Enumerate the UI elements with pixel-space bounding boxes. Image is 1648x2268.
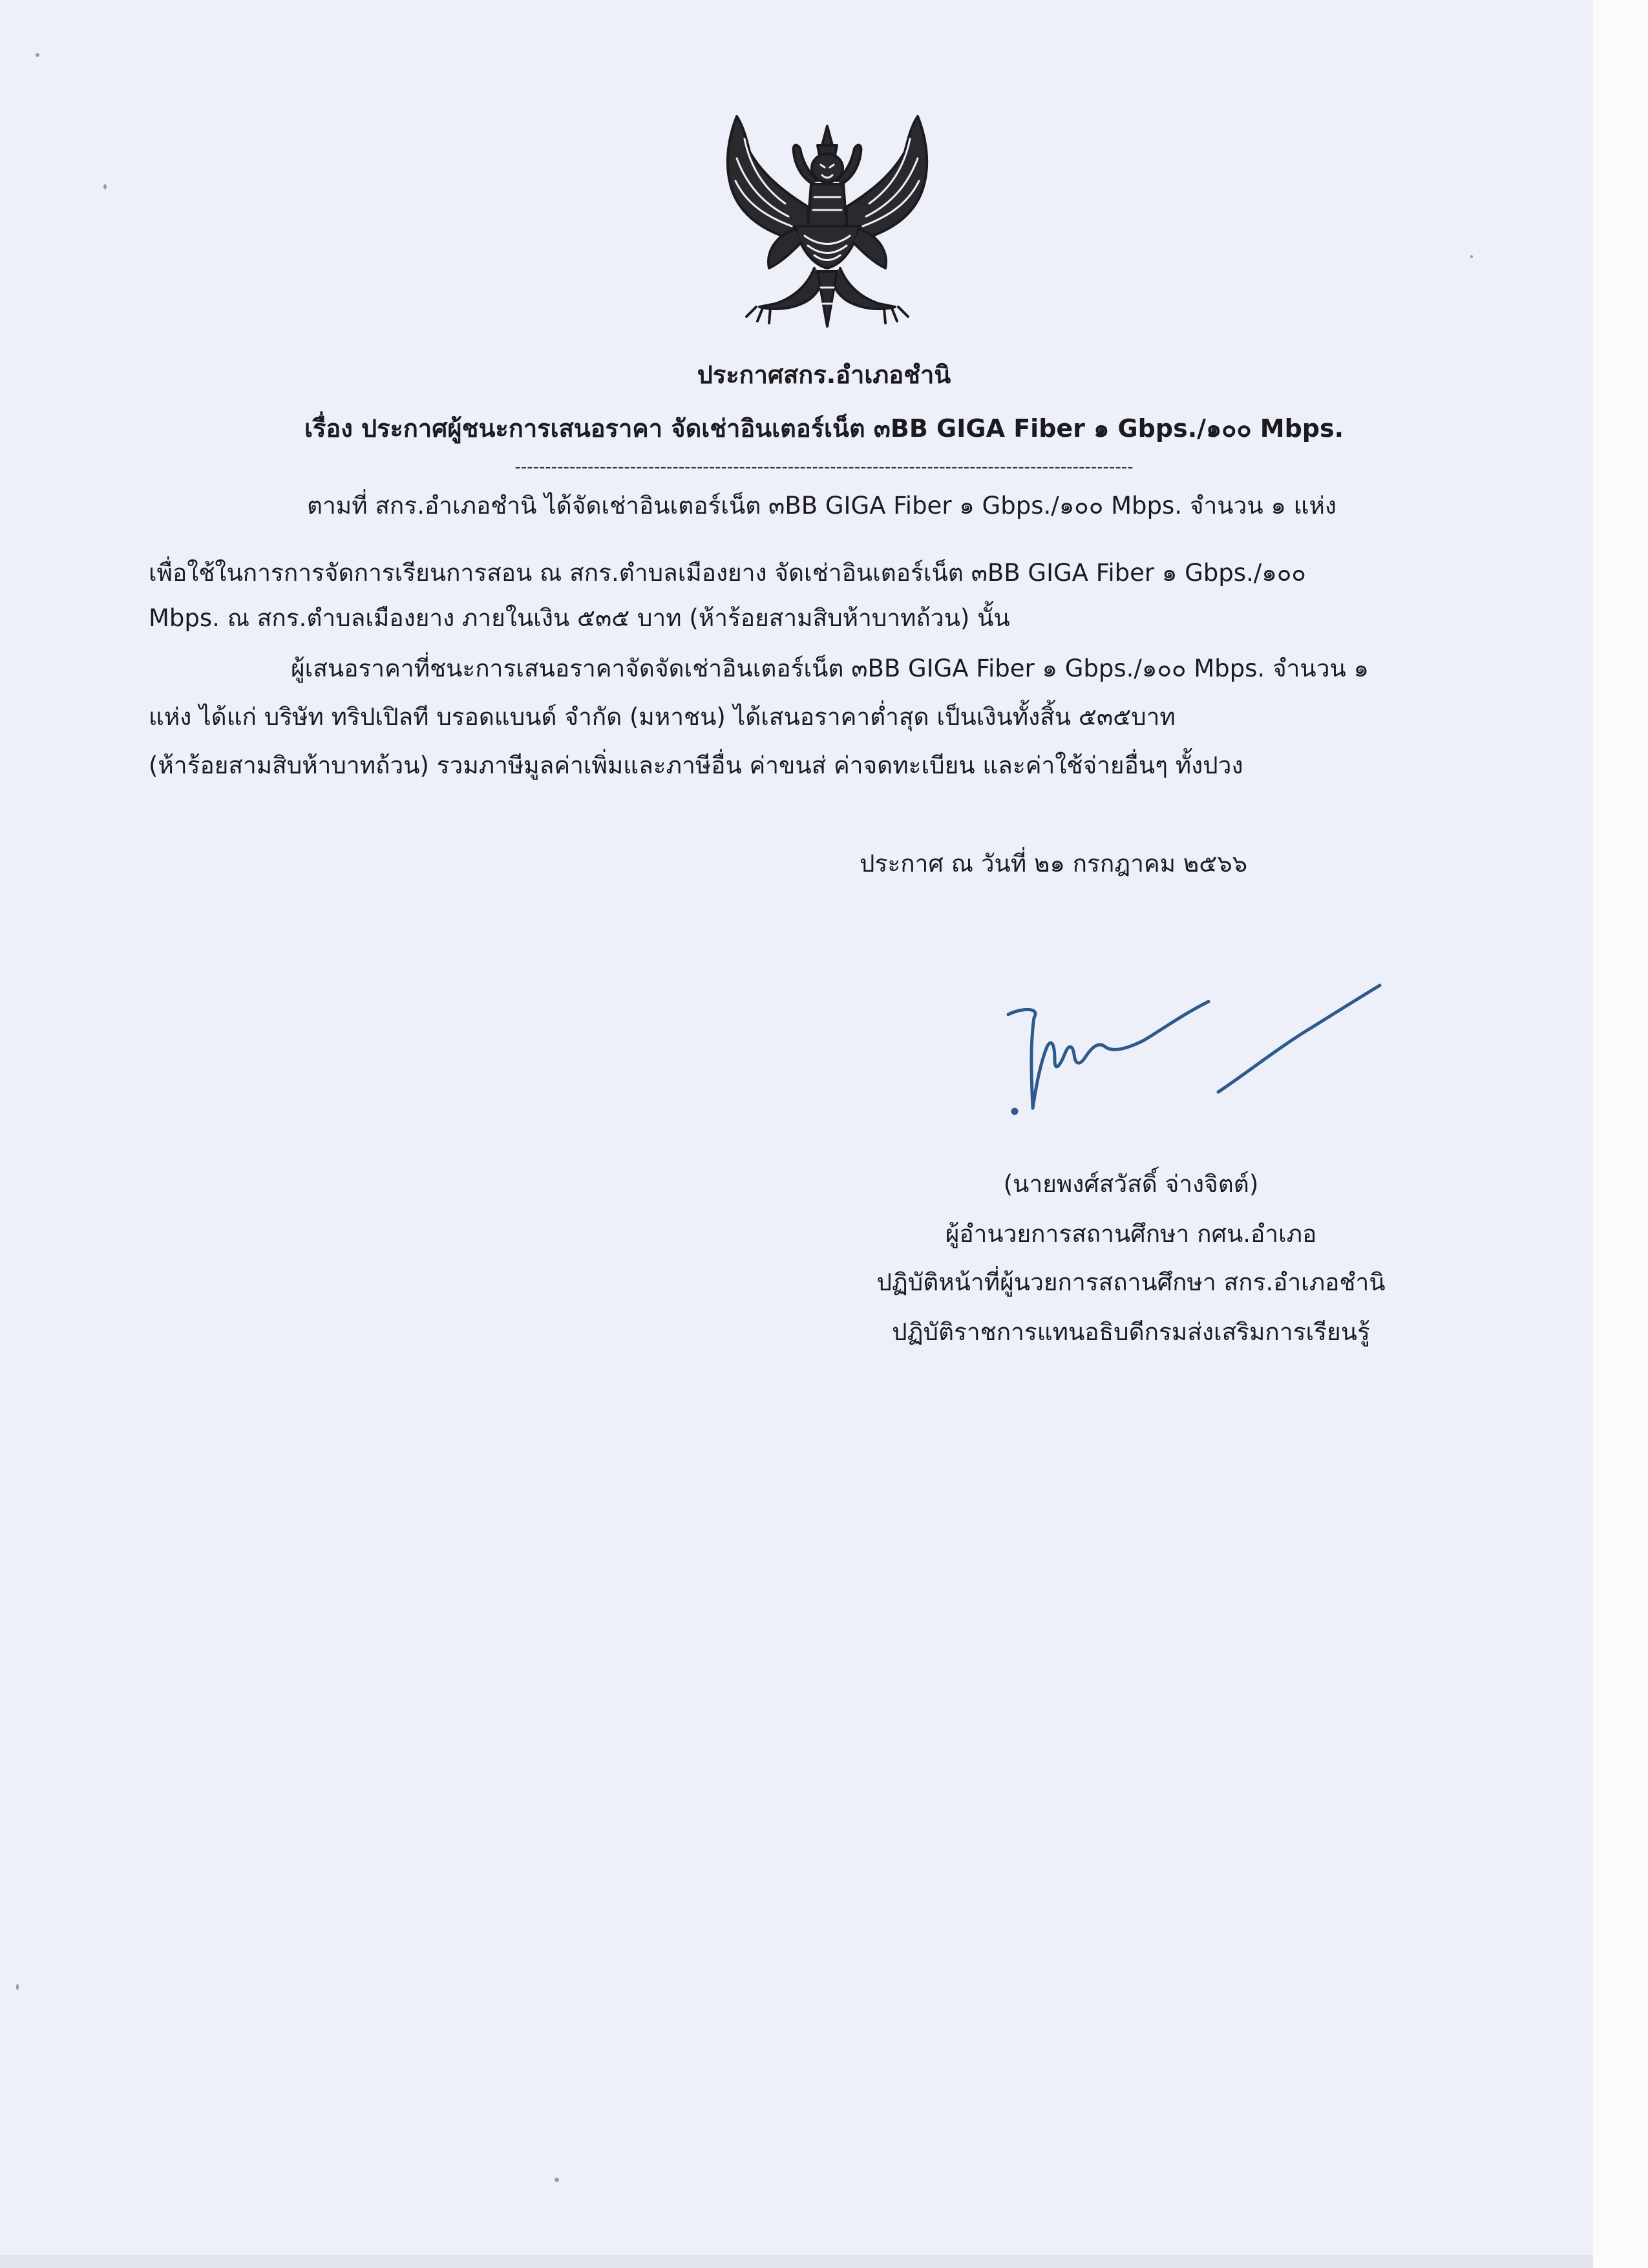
paragraph-2-line-2: แห่ง ได้แก่ บริษัท ทริปเปิลที บรอดแบนด์ จำกัด (มหาชน) ได้เสนอราคาต่ำสุด เป็นเงินทั้งสิ้น ๕๓๕บาท: [149, 703, 1176, 731]
scan-bottom-edge: [0, 2255, 1593, 2268]
scan-margin: [1593, 0, 1648, 2268]
title-separator: ------------------------------------------------------------------------------------------------------: [514, 457, 1134, 477]
announcement-date: ประกาศ ณ วันที่ ๒๑ กรกฎาคม ๒๕๖๖: [860, 850, 1248, 877]
paragraph-1-line-2: เพื่อใช้ในการการจัดการเรียนการสอน ณ สกร.ตำบลเมืองยาง จัดเช่าอินเตอร์เน็ต ๓BB GIGA Fiber ๑ Gbps./๑๐๐: [149, 559, 1306, 587]
document-title: ประกาศสกร.อำเภอชำนิ: [697, 361, 951, 389]
paragraph-1-line-1: ตามที่ สกร.อำเภอชำนิ ได้จัดเช่าอินเตอร์เน็ต ๓BB GIGA Fiber ๑ Gbps./๑๐๐ Mbps. จำนวน ๑ แห่ง: [307, 492, 1336, 520]
garuda-emblem-icon: [711, 113, 944, 333]
paragraph-2-line-3: (ห้าร้อยสามสิบห้าบาทถ้วน) รวมภาษีมูลค่าเพิ่มและภาษีอื่น ค่าขนส่ ค่าจดทะเบียน และค่าใช้จ่ายอื่นๆ ทั้งปวง: [149, 751, 1243, 779]
signatory-name: (นายพงศ์สวัสดิ์ จ่างจิตต์): [1003, 1170, 1259, 1198]
handwritten-signature: [995, 969, 1396, 1124]
scan-speck: [16, 1984, 19, 1990]
signatory-position-1: ผู้อำนวยการสถานศึกษา กศน.อำเภอ: [945, 1220, 1317, 1248]
paragraph-2-line-1: ผู้เสนอราคาที่ชนะการเสนอราคาจัดจัดเช่าอินเตอร์เน็ต ๓BB GIGA Fiber ๑ Gbps./๑๐๐ Mbps. จำนวน ๑: [291, 655, 1369, 682]
document-subject: เรื่อง ประกาศผู้ชนะการเสนอราคา จัดเช่าอินเตอร์เน็ต ๓BB GIGA Fiber ๑ Gbps./๑๐๐ Mbps.: [304, 414, 1344, 443]
paragraph-1-line-3: Mbps. ณ สกร.ตำบลเมืองยาง ภายในเงิน ๕๓๕ บาท (ห้าร้อยสามสิบห้าบาทถ้วน) นั้น: [149, 604, 1010, 632]
signatory-position-3: ปฏิบัติราชการแทนอธิบดีกรมส่งเสริมการเรียนรู้: [892, 1318, 1370, 1346]
signatory-position-2: ปฏิบัติหน้าที่ผู้นวยการสถานศึกษา สกร.อำเภอชำนิ: [876, 1268, 1386, 1296]
scan-speck: [555, 2178, 559, 2182]
scan-speck: [1470, 255, 1473, 258]
scan-speck: [103, 184, 107, 189]
scan-speck: [36, 53, 39, 57]
